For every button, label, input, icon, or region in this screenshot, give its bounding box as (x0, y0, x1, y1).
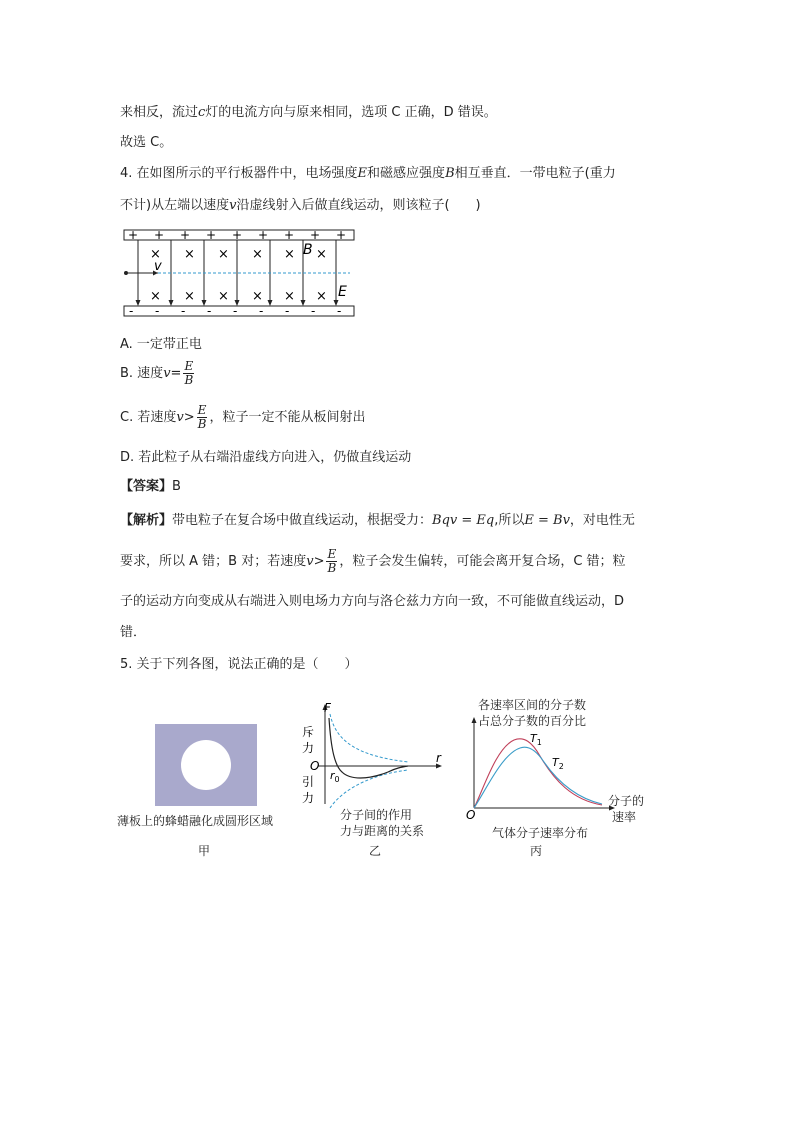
cross-mark: × (316, 289, 327, 304)
fig-bing-label: 丙 (530, 844, 543, 858)
plus-sign: + (206, 228, 217, 242)
fig-yi-label: 乙 (369, 844, 382, 858)
cross-mark: × (316, 247, 327, 262)
fig-bing-ytitle-2: 占总分子数的百分比 (478, 714, 587, 728)
q4-option-a: A. 一定带正电 (120, 337, 202, 352)
minus-sign: - (285, 304, 290, 318)
cross-mark: × (284, 289, 295, 304)
cross-mark: × (284, 247, 295, 262)
prev-answer-line-2: 故选 C。 (120, 135, 173, 150)
melted-wax-circle (181, 740, 231, 790)
label-T1: $T_1$ (530, 732, 542, 747)
field-line-arrowhead (169, 300, 174, 306)
fig-bing-caption: 气体分子速率分布 (492, 826, 589, 840)
plus-signs (128, 228, 346, 242)
cross-mark: × (184, 289, 195, 304)
prev-answer-line-1: 来相反，流过c灯的电流方向与原来相同，选项 C 正确，D 错误。 (120, 105, 497, 120)
minus-sign: - (181, 304, 186, 318)
label-r: r (436, 751, 441, 765)
cross-mark: × (184, 247, 195, 262)
fraction-e-over-b: $\frac{E}{B}$ (327, 547, 337, 575)
q4-analysis-line-1: 【解析】带电粒子在复合场中做直线运动，根据受力：Bqv = Eq,所以E = Bv，对电性无 (120, 513, 635, 528)
q4-option-b: B. 速度v= $\frac{E}{B}$ (120, 359, 194, 387)
q4-option-c: C. 若速度v> $\frac{E}{B}$ ，粒子一定不能从板间射出 (120, 403, 366, 431)
field-line-arrowhead (136, 300, 141, 306)
cross-mark: × (218, 247, 229, 262)
fig-jia-caption: 薄板上的蜂蜡融化成圆形区域 (117, 814, 274, 828)
label-attract-1: 引 (302, 775, 315, 789)
y-axis-arrowhead (472, 717, 477, 723)
minus-sign: - (337, 304, 342, 318)
cross-mark: × (218, 289, 229, 304)
plus-sign: + (180, 228, 191, 242)
cross-mark: × (150, 289, 161, 304)
magnetic-field-crosses (150, 247, 327, 304)
field-line-arrowhead (202, 300, 207, 306)
fig-jia-label: 甲 (198, 844, 211, 858)
fig-bing-xlabel-2: 速率 (612, 810, 637, 824)
label-E: E (338, 284, 347, 300)
q4-analysis-line-2: 要求，所以 A 错；B 对；若速度v> $\frac{E}{B}$ ，粒子会发生偏转，可能会离开复合场，C 错；粒 (120, 547, 626, 575)
label-T2: $T_2$ (552, 756, 564, 771)
q4-plate-figure (118, 226, 360, 320)
fig-jia-plate (155, 724, 257, 806)
label-repulse-1: 斥 (302, 725, 315, 739)
q4-answer: 【答案】B (120, 479, 181, 494)
fraction-e-over-b: $\frac{E}{B}$ (184, 359, 194, 387)
fig-yi-force-graph (298, 700, 448, 810)
q4-stem-line-2: 不计)从左端以速度v沿虚线射入后做直线运动，则该粒子( ) (120, 198, 481, 213)
cross-mark: × (252, 247, 263, 262)
minus-sign: - (311, 304, 316, 318)
fig-bing-ytitle-1: 各速率区间的分子数 (478, 698, 587, 712)
plus-sign: + (232, 228, 243, 242)
cross-mark: × (252, 289, 263, 304)
repulsion-dashed-curve (330, 714, 408, 762)
minus-sign: - (155, 304, 160, 318)
q5-stem: 5. 关于下列各图，说法正确的是（ ） (120, 657, 358, 672)
label-O: O (466, 808, 476, 820)
label-F: F (324, 701, 331, 715)
minus-sign: - (129, 304, 134, 318)
plus-sign: + (336, 228, 347, 242)
label-r0: $r_0$ (330, 769, 340, 784)
label-B: B (303, 242, 313, 258)
plus-sign: + (128, 228, 139, 242)
label-O: O (310, 759, 320, 773)
cross-mark: × (150, 247, 161, 262)
minus-sign: - (233, 304, 238, 318)
attraction-dashed-curve (330, 770, 408, 808)
plus-sign: + (154, 228, 165, 242)
q4-stem-line-1: 4. 在如图所示的平行板器件中，电场强度E和磁感应强度B相互垂直．一带电粒子(重力 (120, 166, 616, 181)
q4-analysis-line-3: 子的运动方向变成从右端进入则电场力方向与洛仑兹力方向一致，不可能做直线运动，D (120, 594, 625, 609)
field-line-arrowhead (268, 300, 273, 306)
minus-sign: - (207, 304, 212, 318)
label-repulse-2: 力 (302, 741, 315, 755)
label-v: v (154, 259, 162, 274)
plus-sign: + (310, 228, 321, 242)
label-attract-2: 力 (302, 791, 315, 805)
fig-yi-caption-1: 分子间的作用 (340, 808, 413, 822)
plus-sign: + (284, 228, 295, 242)
minus-sign: - (259, 304, 264, 318)
fraction-e-over-b: $\frac{E}{B}$ (197, 403, 207, 431)
field-line-arrowhead (301, 300, 306, 306)
fig-yi-caption-2: 力与距离的关系 (340, 824, 425, 838)
plus-sign: + (258, 228, 269, 242)
q4-option-d: D. 若此粒子从右端沿虚线方向进入，仍做直线运动 (120, 450, 412, 465)
q4-analysis-line-4: 错． (120, 625, 147, 640)
net-force-curve (329, 718, 408, 778)
fig-bing-xlabel-1: 分子的 (608, 794, 645, 808)
